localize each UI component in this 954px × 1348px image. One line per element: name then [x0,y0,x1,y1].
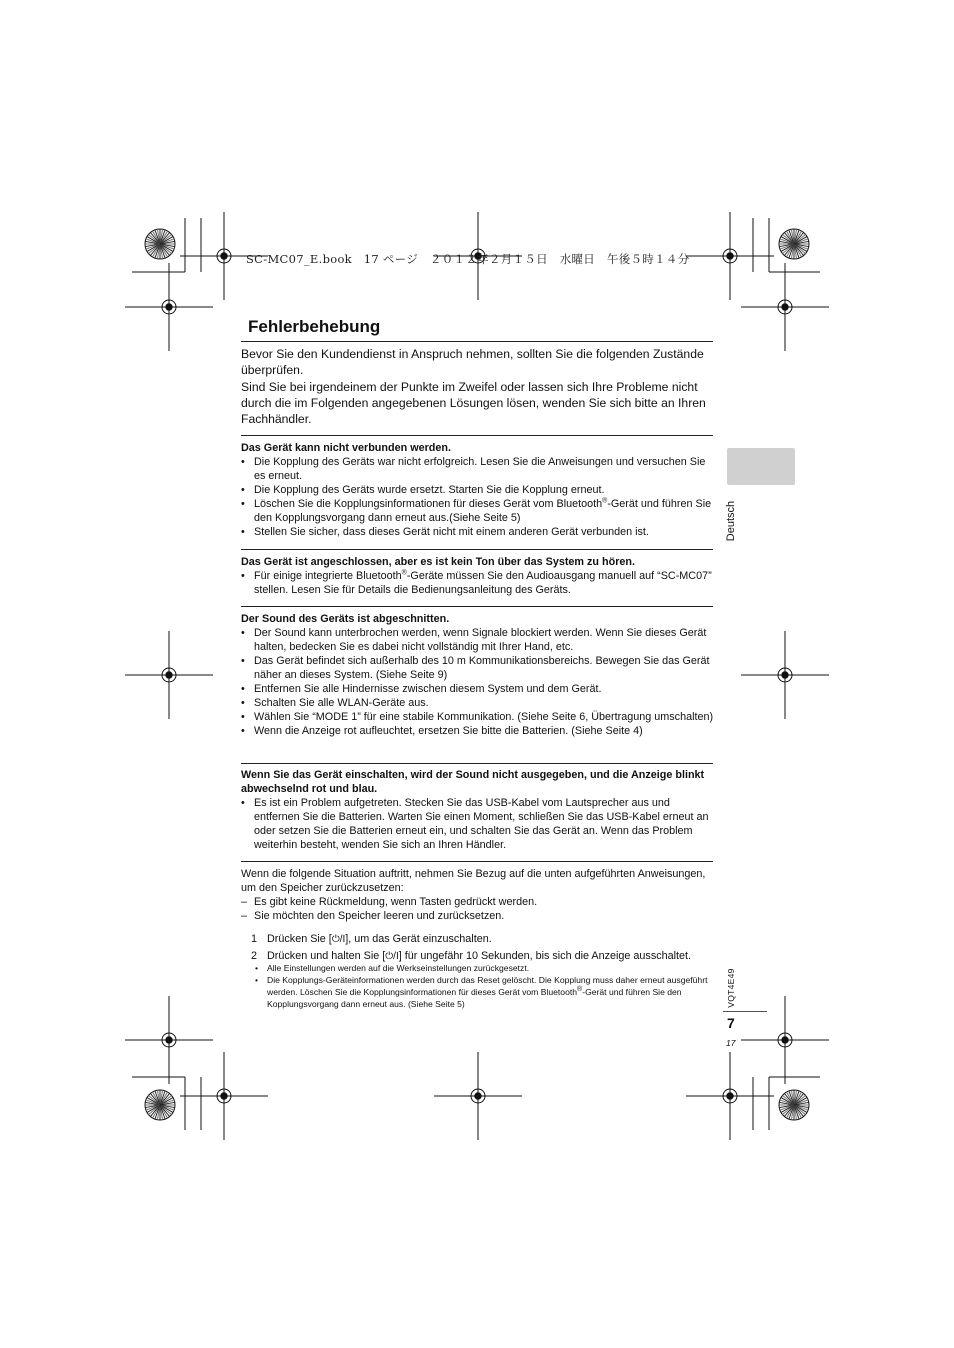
section-divider [241,549,713,550]
section-heading: Wenn Sie das Gerät einschalten, wird der Sound nicht ausgegeben, und die Anzeige blinkt abwechselnd rot und blau. [241,769,705,795]
list-item: • Schalten Sie alle WLAN-Geräte aus. [241,696,715,710]
step-text: ], um das Gerät einzuschalten. [345,933,492,945]
step-text: Drücken Sie [ [267,933,332,945]
list-item-text: Löschen Sie die Kopplungsinformationen für dieses Gerät vom Bluetooth [254,498,603,510]
section-cannot-connect [241,441,715,539]
step-number: 1 [251,933,258,945]
crosshair-mark [741,263,829,351]
list-item: • Die Kopplung des Geräts war nicht erfolgreich. Lesen Sie die Anweisungen und versuchen Sie es erneut. [241,455,715,483]
starburst-mark [145,229,175,259]
registered-mark: ® [602,497,608,505]
intro-text [241,346,713,427]
sheet-number: 17 [726,1038,736,1048]
starburst-mark [779,1090,809,1120]
intro-paragraph-2: Sind Sie bei irgendeinem der Punkte im Zweifel oder lassen sich Ihre Probleme nicht durch die im Folgenden angegebenen Lösungen lösen, wenden Sie sich bitte an Ihren Fachhändler. [241,379,706,427]
list-item-text: -Gerät und führen Sie den Kopplungsvorgang dann erneut aus.(Siehe Seite 5) [254,498,712,524]
crosshair-mark [686,1052,774,1140]
reset-intro: Wenn die folgende Situation auftritt, nehmen Sie Bezug auf die unten aufgeführten Anweisungen, um den Speicher zurückzusetzen: [241,868,706,894]
reset-condition: – Es gibt keine Rückmeldung, wenn Tasten gedrückt werden. [241,895,715,909]
note-text: Die Kopplungs-Geräteinformationen werden durch das Reset gelöscht. Die Kopplung muss daher erneut ausgeführt werden. Löschen Sie die Kopplungsinformationen für dieses Gerät vom Bluetooth [267,974,708,997]
note-text: -Gerät und führen Sie den Kopplungsvorgang dann erneut aus. (Siehe Seite 5) [267,986,682,1009]
registered-mark: ® [401,569,407,577]
section-heading: Das Gerät kann nicht verbunden werden. [241,442,451,454]
note-item [255,975,717,1011]
power-icon: ⏻/I [385,951,399,962]
document-code: VQT4E49 [726,968,736,1008]
crosshair-mark [125,996,213,1084]
section-indicator-blinks [241,768,715,852]
list-item: • Der Sound kann unterbrochen werden, wenn Signale blockiert werden. Wenn Sie dieses Gerät halten, bedecken Sie es dabei nicht vollständig mit Ihrer Hand, etc. [241,626,715,654]
list-item [241,569,715,597]
list-item: • Wenn die Anzeige rot aufleuchtet, ersetzen Sie bitte die Batterien. (Siehe Seite 4) [241,724,715,738]
crosshair-mark [741,631,829,719]
list-item: • Wählen Sie “MODE 1” für eine stabile Kommunikation. (Siehe Seite 6, Übertragung umschalten) [241,710,715,724]
intro-paragraph-1: Bevor Sie den Kundendienst in Anspruch nehmen, sollten Sie die folgenden Zustände überprüfen. [241,347,704,378]
page-number-rule [723,1011,767,1012]
crosshair-mark [434,1052,522,1140]
crosshair-mark [125,263,213,351]
note-item: • Alle Einstellungen werden auf die Werkseinstellungen zurückgesetzt. [255,963,717,975]
list-item: • Die Kopplung des Geräts wurde ersetzt. Starten Sie die Kopplung erneut. [241,483,715,497]
crosshair-mark [686,212,774,300]
list-item-text: Für einige integrierte Bluetooth [254,570,402,582]
section-divider [241,606,713,607]
step-text: Drücken und halten Sie [ [267,950,386,962]
list-item: • Stellen Sie sicher, dass dieses Gerät nicht mit einem anderen Gerät verbunden ist. [241,525,715,539]
section-sound-cut-off [241,612,715,738]
list-item: • Entfernen Sie alle Hindernisse zwischen diesem System und dem Gerät. [241,682,715,696]
section-heading: Der Sound des Geräts ist abgeschnitten. [241,613,450,625]
list-item-text: -Geräte müssen Sie den Audioausgang manuell auf “SC-MC07” stellen. Lesen Sie für Details die Bedienungsanleitung des Geräts. [254,570,712,596]
step-number: 2 [251,950,258,962]
title-rule [241,341,713,342]
list-item [241,497,715,525]
power-icon: ⏻/I [331,934,346,945]
section-reset [241,867,715,923]
reset-notes [255,963,717,1011]
crosshair-mark [125,631,213,719]
section-divider [241,763,713,764]
language-label: Deutsch [725,500,737,542]
language-tab [727,448,795,485]
list-item: • Das Gerät befindet sich außerhalb des 10 m Kommunikationsbereichs. Bewegen Sie das Gerät näher an dieses System. (Siehe Seite 9) [241,654,715,682]
page-number: 7 [727,1015,735,1031]
registered-mark: ® [577,985,583,993]
print-header-line: SC-MC07_E.book 17 ページ ２０１２年２月１５日 水曜日 午後５時１４分 [246,252,690,266]
reset-step [251,931,721,948]
section-divider [241,435,713,436]
crosshair-mark [180,1052,268,1140]
step-text: ] für ungefähr 10 Sekunden, bis sich die Anzeige ausschaltet. [398,950,692,962]
crosshair-mark [741,996,829,1084]
starburst-mark [779,229,809,259]
reset-condition: – Sie möchten den Speicher leeren und zurücksetzen. [241,909,715,923]
list-item: • Es ist ein Problem aufgetreten. Stecken Sie das USB-Kabel vom Lautsprecher aus und entfernen Sie die Batterien. Warten Sie einen Moment, schließen Sie das USB-Kabel erneut an oder setzen Sie die Batterien erneut ein, und schalten Sie das Gerät an. Wenn das Problem weiterhin besteht, wenden Sie sich an Ihren Händler. [241,796,715,852]
section-heading: Das Gerät ist angeschlossen, aber es ist kein Ton über das System zu hören. [241,556,636,568]
section-divider [241,861,713,862]
reset-steps [251,931,721,965]
page-title: Fehlerbehebung [248,317,381,336]
starburst-mark [145,1090,175,1120]
section-no-sound [241,555,715,597]
